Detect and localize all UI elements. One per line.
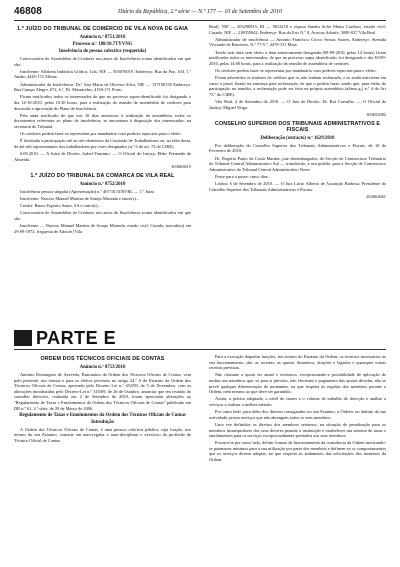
process-number: Processo n.º 188/10.7TYVNG	[72, 42, 133, 47]
introduction-heading: Introdução	[91, 419, 114, 425]
paragraph: Uma vez definidos os direitos dos membros seriamos, na situação de penalização para os membros incumpridores dos seus deveres perante a instituição e estabelecer um sistema de taxas e emolumentos para os serviços excepcionalmente prestados aos seus membros.	[209, 421, 386, 439]
process-subtitle: Insolvência de pessoa colectiva (requerida)	[58, 49, 147, 54]
reference-number: 303663815	[171, 163, 191, 169]
header-rule	[14, 20, 386, 21]
left-top-column	[14, 24, 191, 236]
right-bottom-column	[209, 354, 386, 464]
reference-number: 203662661	[366, 194, 386, 199]
paragraph: Dr. Rogério Paulo da Costa Martini, juiz desembargador, da Secção de Contencioso Tributário do Tribunal Central Administrativo Sul — transferido, a seu pedido, para a Secção de Contencioso Administrativo do Tribunal Central Administrativo Norte.	[209, 155, 386, 172]
part-banner	[14, 328, 386, 348]
section-title: 1.º JUÍZO DO TRIBUNAL DE COMÉRCIO DE VILA NOVA DE GAIA	[17, 26, 188, 32]
notice-number: Anúncio n.º 8753/2010	[79, 365, 126, 370]
paragraph: É facultada a participação até ao três elementos da Comissão de Trabalhadores ou, na falta desta, de até três representantes dos trabalhadores por estes designados (n.º 6 do art. 72 do CIRE).	[14, 138, 191, 149]
signature: 6.09.2010. — A Juíza de Direito, Isabel Faustino. — O Oficial de Justiça, Elder Fernando de Almeida.	[14, 151, 191, 162]
paragraph: Por outro lado, para além dos direitos consignados no seu Estatuto, a Ordem, no âmbito da sua actividade, presta serviços que não abrangem todos os seus membros.	[209, 409, 386, 420]
section-title: ORDEM DOS TÉCNICOS OFICIAIS DE CONTAS	[40, 356, 165, 362]
right-top-column	[209, 24, 386, 203]
paragraph: Por deliberação do Conselho Superior dos Tribunais Administrativos e Fiscais, de 10 de Fevereiro de 2010:	[209, 142, 386, 154]
paragraph: Administrador da Insolvência: Dr.ª Ana Maria de Oliveira Silva, NIF — 137190158 Endereço: Rua Campo Alegre, 672, 6.º, Dt. Massarelos, 4150-171 Porto.	[14, 81, 191, 93]
signature: Vila Real, 2 de Setembro de 2010. — O Juiz de Direito, Dr. Rui Carvalho. — O Oficial de Justiça, Miguel Veiga.	[209, 99, 386, 110]
page-number: 46808	[14, 6, 42, 17]
paragraph: Os credores podem fazer-se representar por mandatário com poderes especiais para o efeito.	[215, 67, 377, 73]
section-title: CONSELHO SUPERIOR DOS TRIBUNAIS ADMINISTRATIVOS E FISCAIS	[214, 120, 381, 133]
paragraph: Real], NIF — 203296915, BI — 9813218 e esposa Sandra Sofia Matos Cardoso, estado civil: Casado, NIF — 210055842, Endereço: Rua da Estr N.º 8, Arroios Adoufe, 5000-027 Vila Real	[209, 24, 386, 35]
paragraph: Insolvência pessoa singular (Apresentação) n.º 407/10.5TBVRL — 1.º Juízo	[20, 188, 155, 194]
signature: Lisboa, 6 de Setembro de 2010. — O Juiz Lúcio Alberto de Assunção Barbosa, Presidente do Conselho Superior dos Tribunais Administrativos e Fiscais.	[209, 181, 386, 192]
paragraph: Administrador de insolvência — Antonio Francisco Cocco Seixas Soares, Endereço: Avenida Visconde de Barreiros, N.º 77-5.º, 4470-151 Maia	[209, 36, 386, 48]
notice-number: Anúncio n.º 8752/2010	[79, 181, 126, 187]
part-title: PARTE E	[36, 328, 117, 348]
paragraph: Procura-se por outro lado, definir formas de funcionamento da consultoria da Ordem motivando-se patamares mínimos para a sua utilização por parte dos membros e definem-se os comportamentos que os serviços devem adoptar, no que respeita ao andamento das solicitações dos membros da Ordem.	[209, 440, 386, 463]
paragraph: Convocatória de Assembleia de Credores nos autos de Insolvência acima identificados em que são:	[14, 56, 191, 67]
paragraph: Credor: Banco Espírito Santo, SA e outro(s)...	[20, 203, 101, 209]
part-rule	[14, 349, 386, 350]
paragraph: Ficam advertidos os titulares de créditos que os não tenham reclamado, e se ainda estiverem em curso o prazo fixado na sentença para reclamação, de que o podem fazer, sendo que, para efeito de participação na reunião, a reclamação pode ser feita na própria assembleia (alínea g,) n.º 4 do Art 75.º do CIRE).	[209, 75, 386, 97]
paragraph: Pela anda notificado de que nos 10 dias anteriores à realização da assembleia, todos os documentos referentes ao plano de insolvência, se encontram à disposição dos interessados, na secretaria do Tribunal.	[14, 112, 191, 129]
paragraph: Assim, a prática adoptada, o nível de custos e o volume de trabalho de direcção e análise a serviços a realizar a melhor método.	[209, 396, 386, 407]
section-title: 1.º JUÍZO DO TRIBUNAL DA COMARCA DE VILA REAL	[30, 172, 175, 179]
paragraph: Tendo sido data sem efeito a data anteriormente designada (09-09-2010, pelas 14 horas) ficam notificados todos os interessados, de que no processo supra identificado, foi designado o dia 30-09-2010, pelas 14:00 horas, para a realização da reunião de assembleia de credores.	[209, 49, 386, 66]
paragraph: António Domingues de Azevedo, Bastonário da Ordem dos Técnicos Oficiais de Contas, vem pelo presente, nos termos e para os efeitos previstos no artigo 24.º A do Estatuto da Ordem dos Técnicos Oficiais de Contas, aprovado pelo Decreto Lei n.º 452/99, de 5 de Novembro, com as alterações introduzidas pelo Decreto-Lei n.º 310/09, de 26 de Outubro, anunciar que em reunião do conselho directivo, realizada em 2 de Setembro de 2010, foram aprovadas alterações ao "Regulamento de Taxas e Emolumentos da Ordem dos Técnicos Oficiais de Contas" publicado em DR n.º 61, 2.ª série, de 29 de Março de 2006.	[14, 372, 191, 411]
part-marker-block	[14, 330, 32, 346]
paragraph: A Ordem dos Técnicos Oficiais de Contas, é uma pessoa colectiva pública, cuja função, nos termos do seu Estatuto, consiste em auto-regular e auto-disciplinar o exercício da profissão de Técnico Oficial de Contas.	[14, 426, 191, 443]
paragraph: Insolvente: Alfabeta Indústria Gráfica, Lda, NIF — 503076019, Endereço: Rua da Paz, 104, 1.º Andar, 4445-172 Alfena.	[14, 68, 191, 80]
paragraph: Insolvente: Narciso Manuel Martins de Araújo Miranda e outro(s)...	[20, 196, 140, 202]
paragraph: Posse para a posse: cinco dias.	[215, 174, 269, 180]
notice-number: Anúncio n.º 8751/2010	[79, 35, 126, 40]
running-title: Diário da República, 2.ª série — N.º 177 — 10 de Setembro de 2010	[118, 9, 282, 15]
paragraph: Os credores podem fazer-se representar por mandatário com poderes especiais para o efeito.	[20, 131, 182, 137]
left-bottom-column	[14, 354, 191, 445]
page-header	[14, 6, 386, 18]
notice-number: Deliberação (extracto) n.º 1629/2010	[260, 135, 335, 141]
paragraph: Convocatória de Assembleia de Credores nos autos de Insolvência acima identificados em que são:	[14, 210, 191, 221]
paragraph: Insolvente — Narciso Manuel Martins de Araujo Miranda, estado civil: Casado, nascido(a) em 29-09-1972, freguesia de Adoufe [Vila	[14, 223, 191, 234]
paragraph: Ficam notificados todos os interessados de que no processo supra-identificado foi designado o dia 14-10-2010, pelas 10.30 horas, para a realização da reunião de assembleia de credores para discussão e aprovação do Plano de Insolvência.	[14, 94, 191, 111]
reference-number: 303652982	[366, 111, 386, 117]
regulation-title: Regulamento de Taxas e Emolumentos da Ordem dos Técnicos Oficiais de Contas	[19, 412, 186, 418]
paragraph: Não obstante a quota ser anual e exclusiva, excepcionando-a possibilidade de aplicação de multas aos membros que, só para si previsto, não efectuam o pagamento das quotas devidas, não se prevê qualquer diferenciação de montantes, na que respeita às regalias dos membros perante a Ordem, nem mesmo ao que deve ser garantido.	[209, 372, 386, 395]
paragraph: Para a execução daquelas funções, nos termos do Estatuto da Ordem, os recursos necessários ao seu funcionamento, são: as receitas, as quotas, donativos, doações e legados e quaisquer outras receitas previstas.	[209, 354, 386, 371]
